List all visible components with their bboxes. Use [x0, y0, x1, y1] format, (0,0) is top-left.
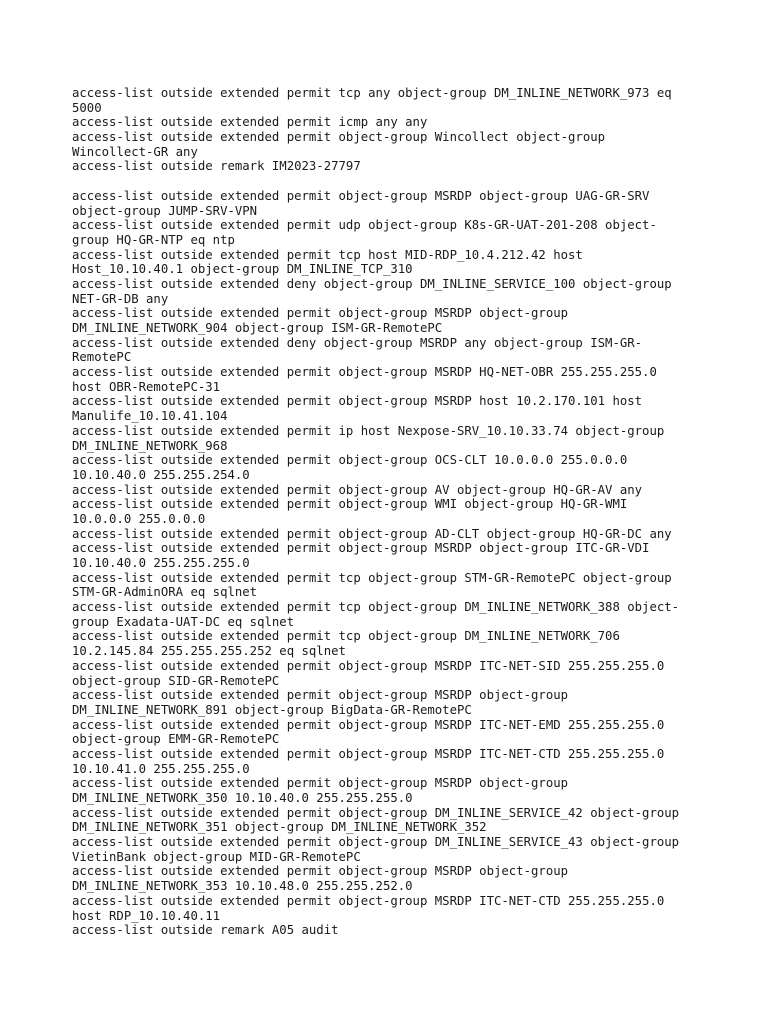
config-line: access-list outside extended permit object-group OCS-CLT 10.0.0.0 255.0.0.0 — [72, 453, 628, 468]
config-line: access-list outside extended deny object-group MSRDP any object-group ISM-GR- — [72, 335, 643, 350]
config-line: 5000 — [72, 100, 102, 115]
config-line: DM_INLINE_NETWORK_350 10.10.40.0 255.255.255.0 — [72, 791, 413, 805]
config-line: access-list outside extended permit ip host Nexpose-SRV_10.10.33.74 object-group — [72, 423, 665, 438]
config-line: DM_INLINE_NETWORK_351 object-group DM_INLINE_NETWORK_352 — [72, 820, 487, 835]
config-line: access-list outside extended permit tcp object-group DM_INLINE_NETWORK_388 object- — [72, 600, 680, 615]
config-line: group HQ-GR-NTP eq ntp — [72, 232, 235, 247]
config-line: 10.10.41.0 255.255.255.0 — [72, 761, 250, 776]
config-line: DM_INLINE_NETWORK_891 object-group BigData-GR-RemotePC — [72, 702, 472, 717]
config-line: access-list outside extended permit object-group Wincollect object-group — [72, 130, 606, 145]
config-line: access-list outside extended permit object-group MSRDP object-group — [72, 688, 569, 703]
config-line: DM_INLINE_NETWORK_904 object-group ISM-GR-RemotePC — [72, 321, 443, 335]
config-line: access-list outside extended permit object-group MSRDP host 10.2.170.101 host — [72, 394, 643, 409]
config-line: access-list outside extended permit object-group MSRDP ITC-NET-SID 255.255.255.0 — [72, 658, 665, 673]
config-line: access-list outside remark A05 audit — [72, 923, 339, 938]
config-line: access-list outside extended permit object-group MSRDP object-group ITC-GR-VDI — [72, 541, 650, 556]
config-line: access-list outside extended permit object-group MSRDP object-group — [72, 306, 569, 321]
config-line: access-list outside extended permit icmp any any — [72, 115, 428, 130]
config-line: access-list outside extended permit object-group MSRDP object-group — [72, 864, 569, 879]
config-line: Host_10.10.40.1 object-group DM_INLINE_TCP_310 — [72, 262, 413, 277]
config-line: object-group SID-GR-RemotePC — [72, 673, 280, 688]
config-line: access-list outside extended permit tcp any object-group DM_INLINE_NETWORK_973 eq — [72, 86, 672, 100]
config-line: access-list outside remark IM2023-27797 — [72, 159, 361, 174]
config-line: 10.10.40.0 255.255.254.0 — [72, 467, 250, 482]
config-line: VietinBank object-group MID-GR-RemotePC — [72, 849, 361, 864]
config-line: access-list outside extended permit tcp host MID-RDP_10.4.212.42 host — [72, 247, 583, 262]
config-line: access-list outside extended permit tcp object-group STM-GR-RemotePC object-group — [72, 570, 672, 585]
config-line: host OBR-RemotePC-31 — [72, 379, 221, 394]
config-line: access-list outside extended permit object-group DM_INLINE_SERVICE_43 object-group — [72, 835, 680, 850]
access-list-text-block — [72, 86, 712, 938]
config-line: access-list outside extended permit object-group MSRDP ITC-NET-CTD 255.255.255.0 — [72, 893, 665, 908]
config-line: access-list outside extended permit udp object-group K8s-GR-UAT-201-208 object- — [72, 218, 657, 233]
config-line: Wincollect-GR any — [72, 144, 198, 159]
config-line: access-list outside extended permit object-group WMI object-group HQ-GR-WMI — [72, 497, 628, 512]
config-line: object-group EMM-GR-RemotePC — [72, 732, 280, 747]
config-line: access-list outside extended permit object-group MSRDP object-group UAG-GR-SRV — [72, 188, 650, 203]
config-line: access-list outside extended permit object-group AD-CLT object-group HQ-GR-DC any — [72, 526, 672, 541]
config-line: group Exadata-UAT-DC eq sqlnet — [72, 614, 295, 629]
config-line: access-list outside extended permit object-group MSRDP object-group — [72, 776, 569, 791]
config-line: access-list outside extended permit tcp object-group DM_INLINE_NETWORK_706 — [72, 629, 620, 644]
config-line: object-group JUMP-SRV-VPN — [72, 203, 258, 218]
config-line: DM_INLINE_NETWORK_353 10.10.48.0 255.255.252.0 — [72, 879, 413, 894]
config-line: 10.10.40.0 255.255.255.0 — [72, 556, 250, 570]
config-line: RemotePC — [72, 350, 132, 365]
config-line: access-list outside extended permit object-group AV object-group HQ-GR-AV any — [72, 482, 643, 497]
config-line: DM_INLINE_NETWORK_968 — [72, 438, 228, 453]
config-line: Manulife_10.10.41.104 — [72, 409, 228, 424]
config-line: host RDP_10.10.40.11 — [72, 908, 221, 923]
config-line: access-list outside extended deny object-group DM_INLINE_SERVICE_100 object-group — [72, 276, 672, 291]
config-line: access-list outside extended permit object-group MSRDP ITC-NET-EMD 255.255.255.0 — [72, 717, 665, 732]
blank-line — [72, 174, 712, 189]
config-line: access-list outside extended permit object-group DM_INLINE_SERVICE_42 object-group — [72, 805, 680, 820]
config-line: 10.0.0.0 255.0.0.0 — [72, 511, 206, 526]
config-line: 10.2.145.84 255.255.255.252 eq sqlnet — [72, 644, 346, 659]
config-line: NET-GR-DB any — [72, 291, 169, 306]
config-line: access-list outside extended permit object-group MSRDP ITC-NET-CTD 255.255.255.0 — [72, 746, 665, 761]
config-line: STM-GR-AdminORA eq sqlnet — [72, 585, 258, 600]
config-line: access-list outside extended permit object-group MSRDP HQ-NET-OBR 255.255.255.0 — [72, 365, 657, 380]
